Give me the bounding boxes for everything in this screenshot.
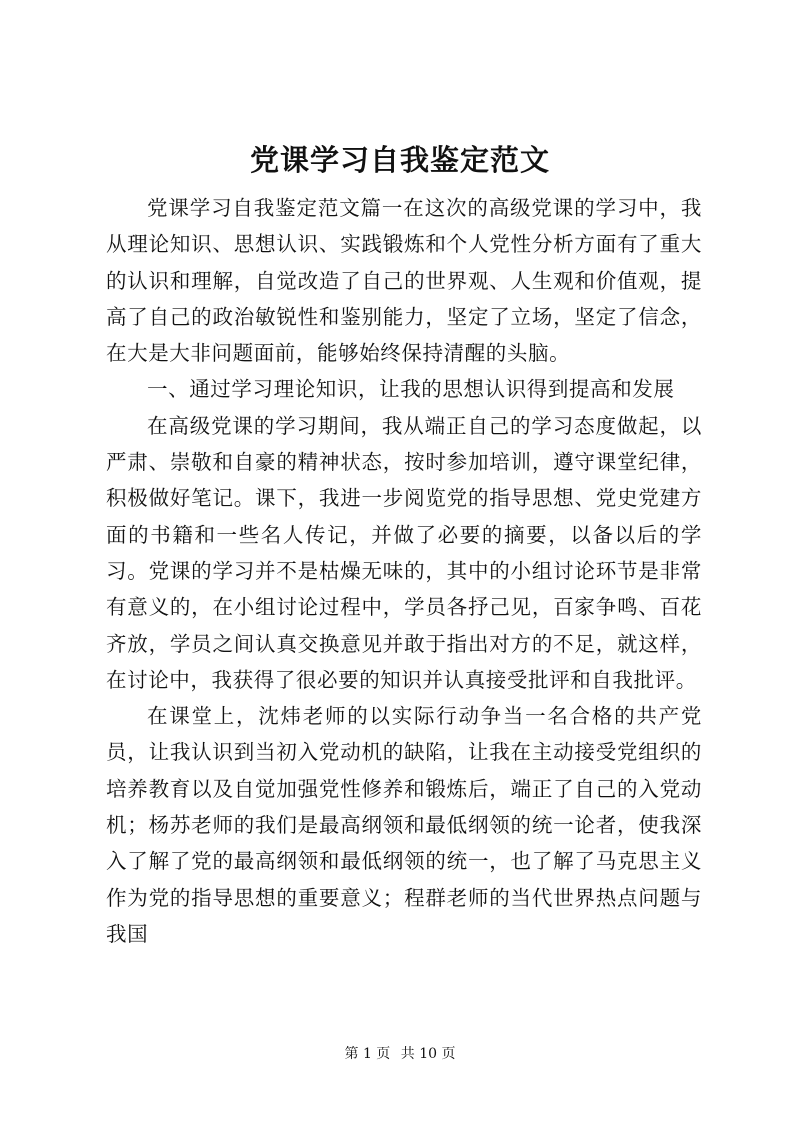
page-footer bbox=[0, 1044, 800, 1064]
document-body bbox=[106, 190, 702, 952]
paragraph-study: 在高级党课的学习期间，我从端正自己的学习态度做起，以严肃、崇敬和自豪的精神状态，按时参加培训，遵守课堂纪律，积极做好笔记。课下，我进一步阅览党的指导思想、党史党建方面的书籍和一些名人传记，并做了必要的摘要，以备以后的学习。党课的学习并不是枯燥无味的，其中的小组讨论环节是非常有意义的，在小组讨论过程中，学员各抒己见，百家争鸣、百花齐放，学员之间认真交换意见并敢于指出对方的不足，就这样，在讨论中，我获得了很必要的知识并认真接受批评和自我批评。 bbox=[106, 413, 702, 692]
page-total: 共 10 页 bbox=[400, 1046, 456, 1062]
section-heading-1: 一、通过学习理论知识，让我的思想认识得到提高和发展 bbox=[147, 377, 675, 402]
page-number: 第 1 页 bbox=[344, 1046, 391, 1062]
page-title: 党课学习自我鉴定范文 bbox=[249, 143, 550, 177]
paragraph-classroom: 在课堂上，沈炜老师的以实际行动争当一名合格的共产党员，让我认识到当初入党动机的缺陷，让我在主动接受党组织的培养教育以及自觉加强党性修养和锻炼后，端正了自己的入党动机；杨苏老师的我们是最高纲领和最低纲领的统一论者，使我深入了解了党的最高纲领和最低纲领的统一，也了解了马克思主义作为党的指导思想的重要意义；程群老师的当代世界热点问题与我国 bbox=[106, 704, 702, 946]
paragraph-intro: 党课学习自我鉴定范文篇一在这次的高级党课的学习中，我从理论知识、思想认识、实践锻炼和个人党性分析方面有了重大的认识和理解，自觉改造了自己的世界观、人生观和价值观，提高了自己的政治敏锐性和鉴别能力，坚定了立场，坚定了信念，在大是大非问题面前，能够始终保持清醒的头脑。 bbox=[106, 196, 702, 366]
